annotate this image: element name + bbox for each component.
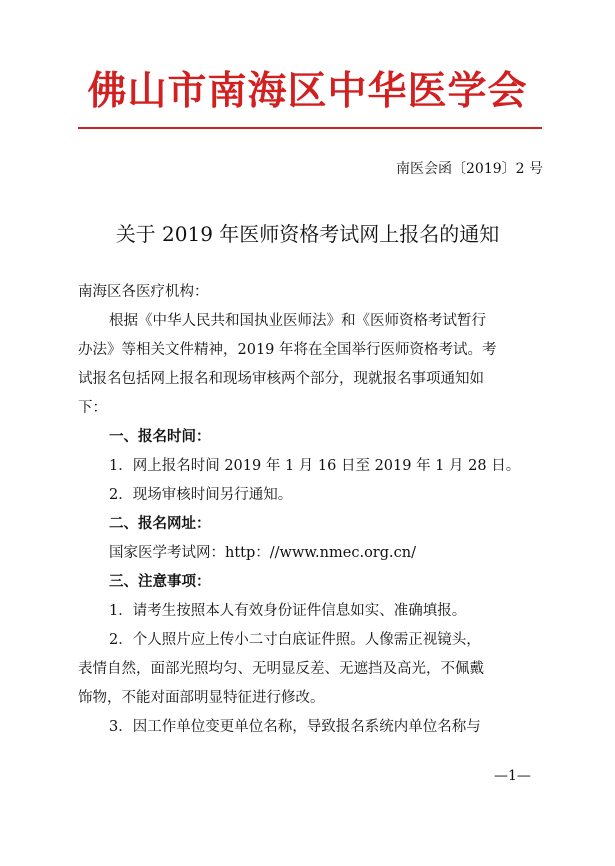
section1-item-2: 2．现场审核时间另行通知。: [109, 487, 293, 503]
intro-line-2: 办法》等相关文件精神，2019 年将在全国举行医师资格考试。考: [78, 342, 497, 358]
section3-item-1: 1．请考生按照本人有效身份证件信息如实、准确填报。: [109, 603, 467, 619]
page-number: —1—: [494, 768, 531, 784]
section3-item-2-line-3: 饰物，不能对面部明显特征进行修改。: [78, 690, 325, 706]
intro-line-1: 根据《中华人民共和国执业医师法》和《医师资格考试暂行: [109, 313, 486, 329]
section3-item-2-line-1: 2．个人照片应上传小二寸白底证件照。人像需正视镜头，: [109, 632, 481, 648]
document-body: [78, 282, 544, 762]
section3-item-3: 3．因工作单位变更单位名称，导致报名系统内单位名称与: [109, 719, 481, 735]
document-number: 南医会函〔2019〕2 号: [396, 161, 543, 177]
section1-heading: 一、报名时间：: [109, 429, 211, 445]
organization-header: 佛山市南海区中华医学会: [87, 69, 528, 114]
intro-line-4: 下：: [78, 400, 107, 416]
section1-item-1: 1．网上报名时间 2019 年 1 月 16 日至 2019 年 1 月 28 日。: [109, 458, 521, 474]
section3-heading: 三、注意事项：: [109, 574, 211, 590]
salutation: 南海区各医疗机构：: [78, 284, 209, 300]
intro-line-3: 试报名包括网上报名和现场审核两个部分，现就报名事项通知如: [78, 371, 484, 387]
document-title: 关于 2019 年医师资格考试网上报名的通知: [115, 222, 500, 246]
section2-website: 国家医学考试网：http：//www.nmec.org.cn/: [109, 545, 416, 561]
red-divider: [78, 127, 542, 129]
section3-item-2-line-2: 表情自然，面部光照均匀、无明显反差、无遮挡及高光，不佩戴: [78, 661, 484, 677]
section2-heading: 二、报名网址：: [109, 516, 211, 532]
